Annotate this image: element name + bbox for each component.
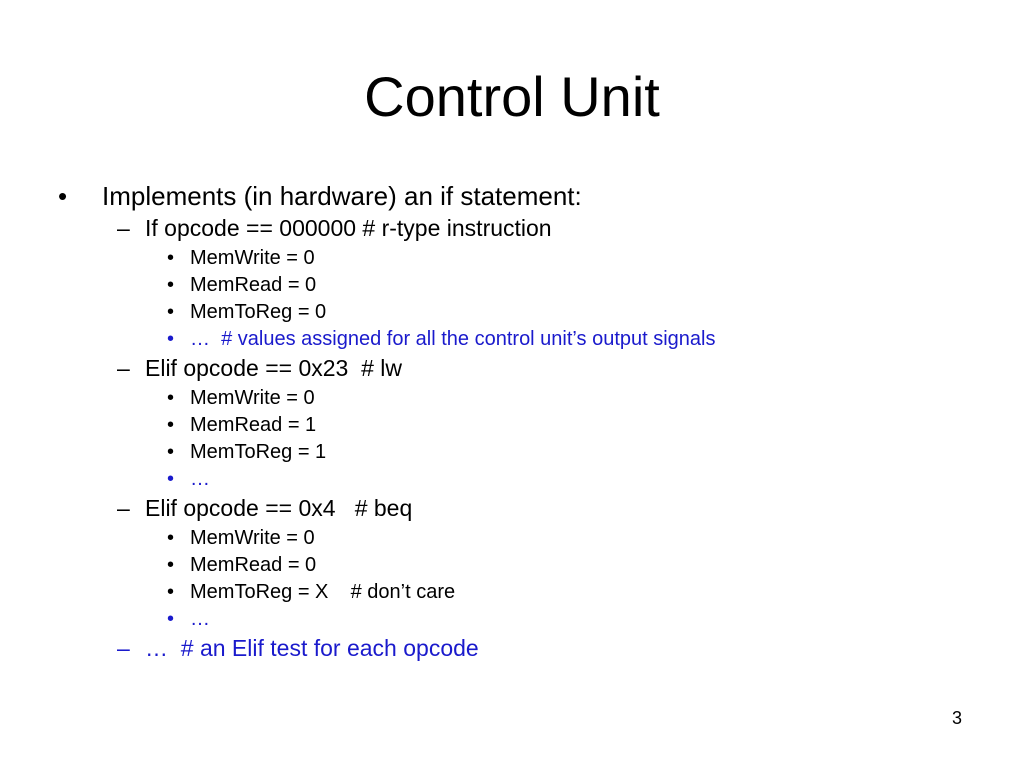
sub-bullet-marker: • [167, 581, 175, 603]
list-item: … # values assigned for all the control unit’s output signals [190, 328, 716, 350]
list-item: MemToReg = 0 [190, 301, 327, 323]
dash-marker: – [117, 355, 130, 381]
sub-bullet-marker: • [167, 247, 175, 269]
list-item: MemWrite = 0 [190, 527, 315, 549]
sub-bullet-marker: • [167, 441, 175, 463]
slide-title: Control Unit [364, 65, 660, 128]
list-item: … [190, 468, 210, 490]
sub-bullet-marker: • [167, 414, 175, 436]
list-item: MemToReg = X # don’t care [190, 581, 456, 603]
branch-text-lw: Elif opcode == 0x23 # lw [145, 355, 402, 381]
sub-bullet-marker: • [167, 527, 175, 549]
list-item: MemRead = 1 [190, 414, 317, 436]
sub-bullet-marker: • [167, 328, 175, 350]
sub-bullet-marker: • [167, 274, 175, 296]
sub-bullet-marker: • [167, 387, 175, 409]
page-number: 3 [951, 708, 962, 728]
sub-bullet-marker: • [167, 554, 175, 576]
list-item: MemRead = 0 [190, 274, 317, 296]
list-item: MemWrite = 0 [190, 247, 315, 269]
main-bullet-text: Implements (in hardware) an if statement: [102, 181, 582, 211]
sub-bullet-marker: • [167, 301, 175, 323]
list-item: MemRead = 0 [190, 554, 317, 576]
dash-marker: – [117, 495, 130, 521]
sub-bullet-marker: • [167, 608, 175, 630]
list-item: MemToReg = 1 [190, 441, 327, 463]
dash-marker: – [117, 635, 130, 661]
list-item: MemWrite = 0 [190, 387, 315, 409]
sub-bullet-marker: • [167, 468, 175, 490]
dash-marker: – [117, 215, 130, 241]
branch-text-rtype: If opcode == 000000 # r-type instruction [145, 215, 552, 241]
list-item: … [190, 608, 210, 630]
bullet-marker: • [58, 181, 68, 211]
branch-text-beq: Elif opcode == 0x4 # beq [145, 495, 413, 521]
branch-text-each-opcode: … # an Elif test for each opcode [145, 635, 479, 661]
